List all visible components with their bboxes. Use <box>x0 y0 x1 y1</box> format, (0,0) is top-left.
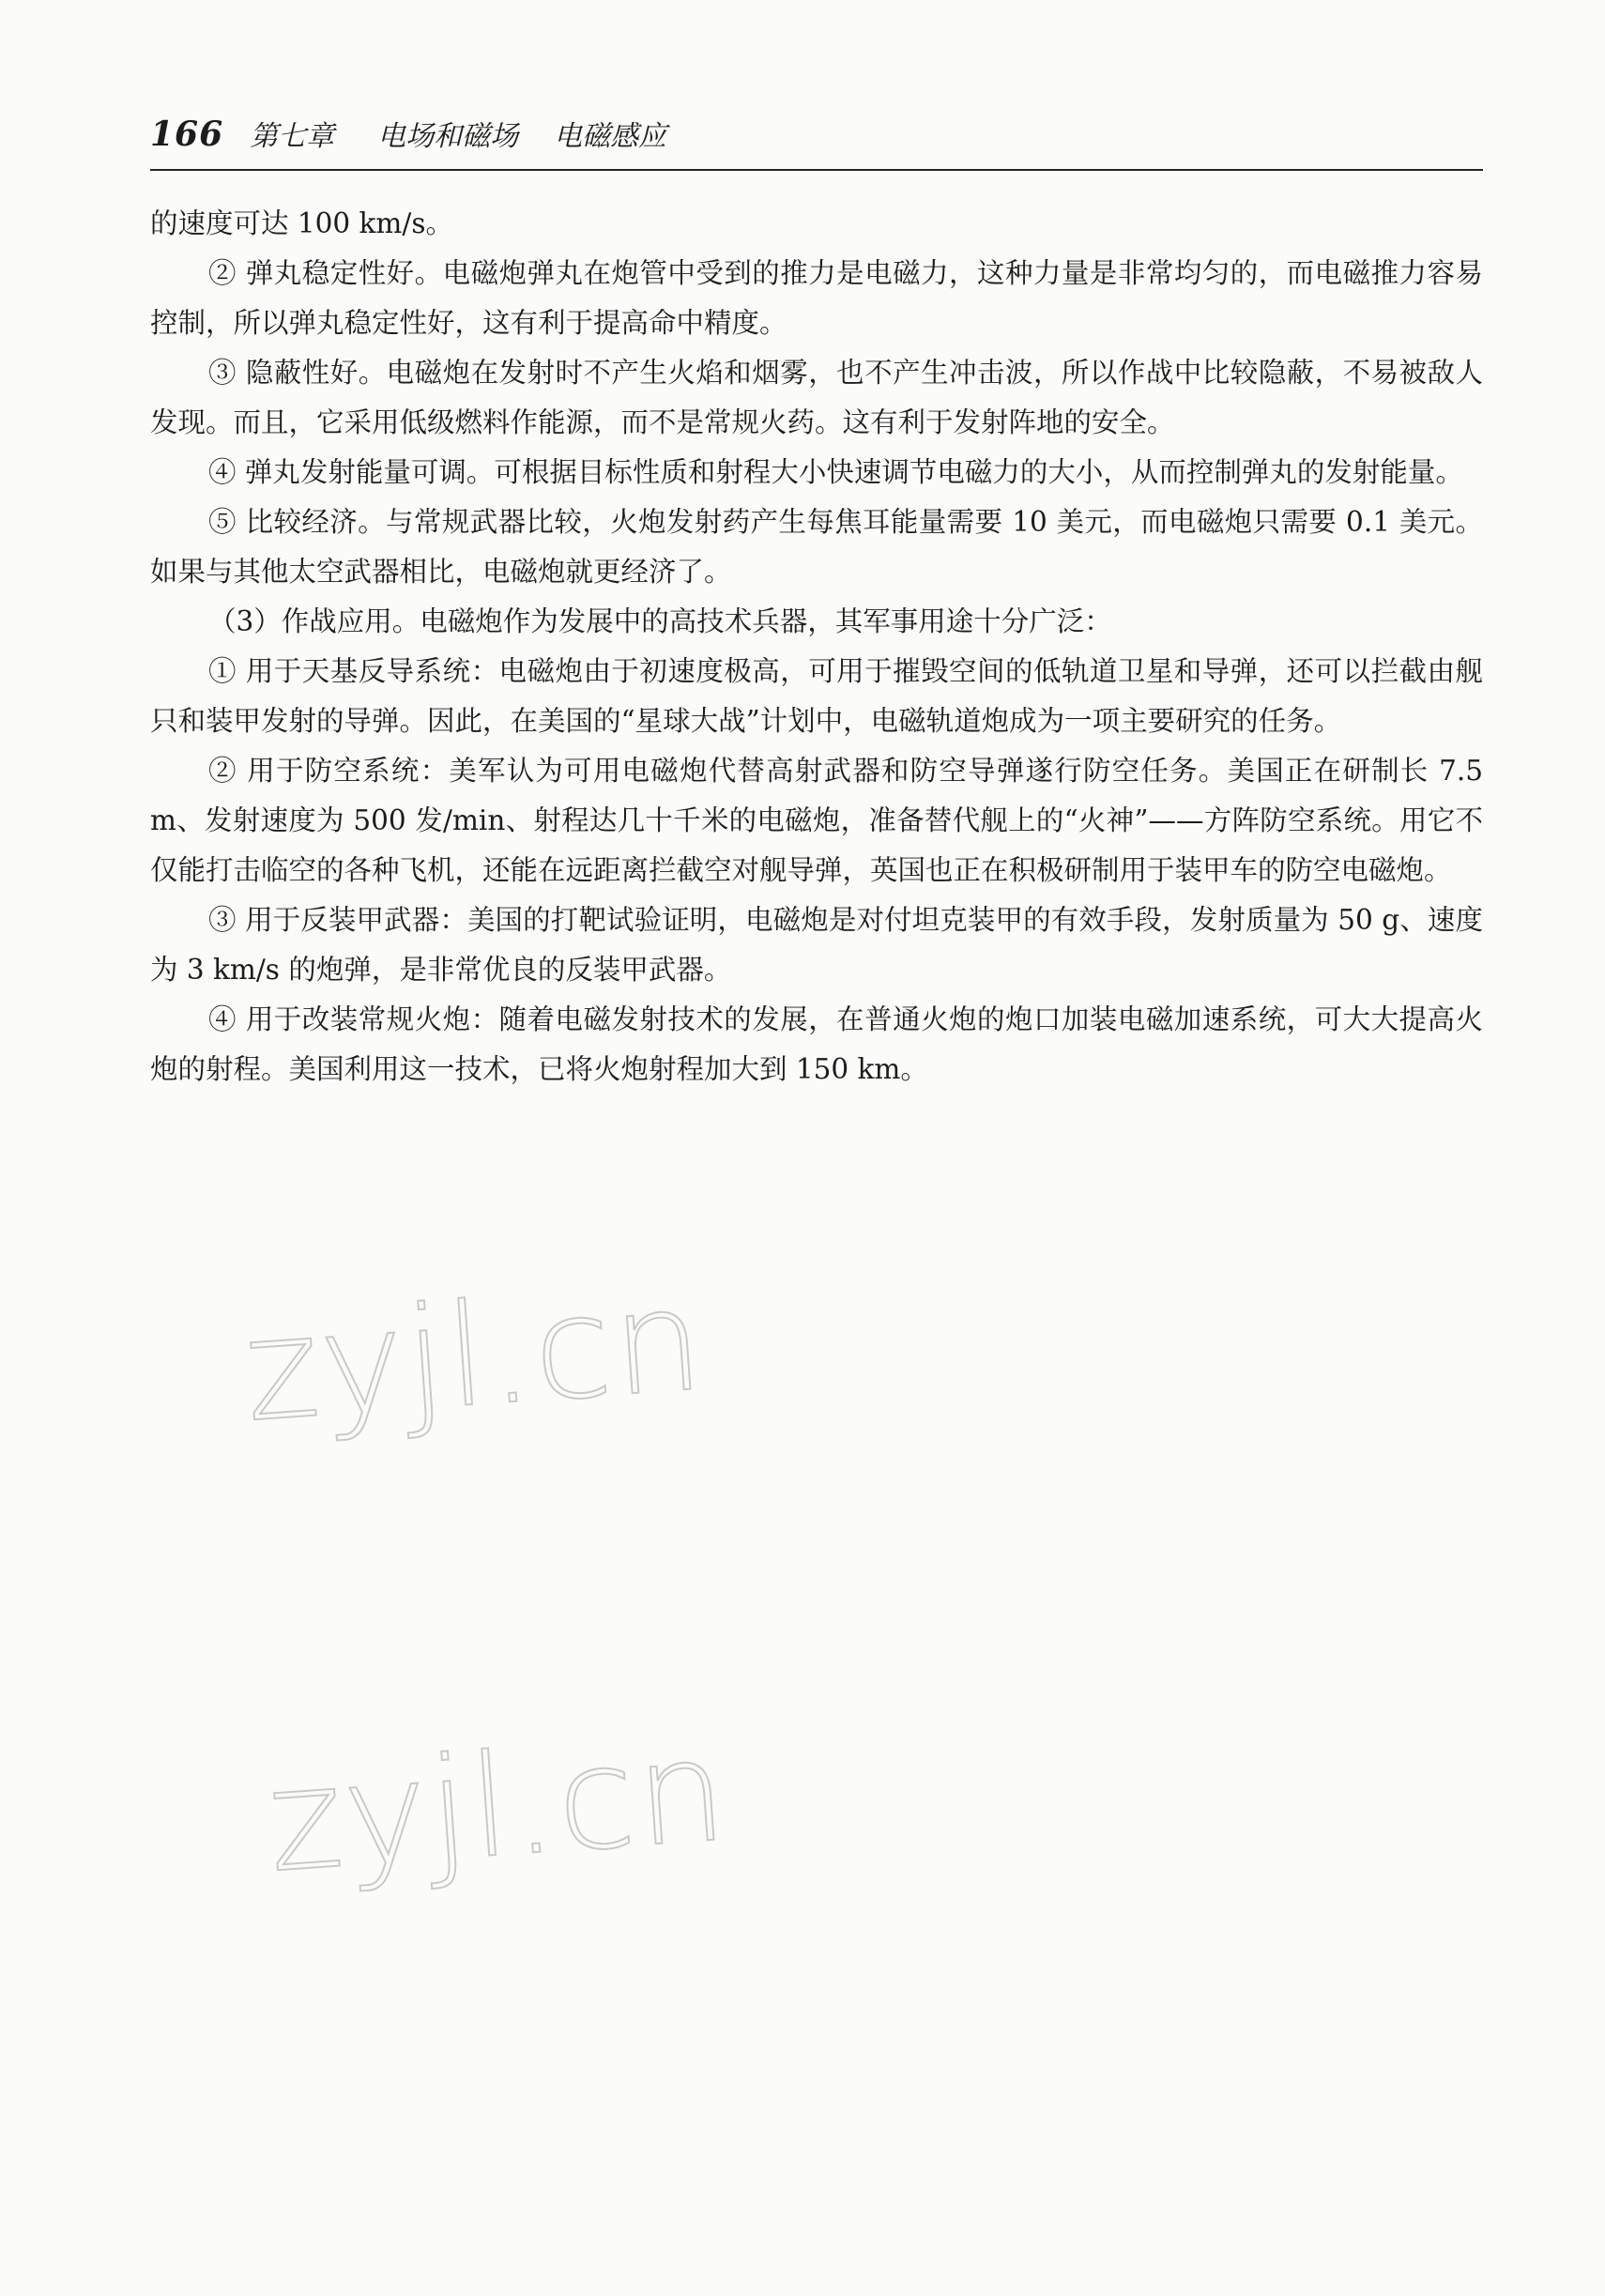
paragraph: （3）作战应用。电磁炮作为发展中的高技术兵器，其军事用途十分广泛： <box>208 605 1112 637</box>
body-text <box>150 199 1483 1094</box>
paragraph: ⑤ 比较经济。与常规武器比较，火炮发射药产生每焦耳能量需要 10 美元，而电磁炮只需要 0.1 美元。如果与其他太空武器相比，电磁炮就更经济了。 <box>150 506 1483 588</box>
paragraph: ② 弹丸稳定性好。电磁炮弹丸在炮管中受到的推力是电磁力，这种力量是非常均匀的，而电磁推力容易控制，所以弹丸稳定性好，这有利于提高命中精度。 <box>150 257 1483 339</box>
subsection-title: 电磁感应 <box>554 120 667 153</box>
page-number: 166 <box>150 115 224 154</box>
paragraph: ③ 隐蔽性好。电磁炮在发射时不产生火焰和烟雾，也不产生冲击波，所以作战中比较隐蔽，不易被敌人发现。而且，它采用低级燃料作能源，而不是常规火药。这有利于发射阵地的安全。 <box>150 357 1483 438</box>
paragraph: ① 用于天基反导系统：电磁炮由于初速度极高，可用于摧毁空间的低轨道卫星和导弹，还可以拦截由舰只和装甲发射的导弹。因此，在美国的“星球大战”计划中，电磁轨道炮成为一项主要研究的任务。 <box>150 655 1483 737</box>
paragraph: ③ 用于反装甲武器：美国的打靶试验证明，电磁炮是对付坦克装甲的有效手段，发射质量为 50 g、速度为 3 km/s 的炮弹，是非常优良的反装甲武器。 <box>150 904 1483 986</box>
watermark: zyjl.cn <box>239 1258 711 1454</box>
paragraph: 的速度可达 100 km/s。 <box>150 207 453 239</box>
watermark: zyjl.cn <box>263 1708 734 1905</box>
chapter-title: 第七章 <box>250 120 335 153</box>
paragraph: ④ 用于改装常规火炮：随着电磁发射技术的发展，在普通火炮的炮口加装电磁加速系统，可大大提高火炮的射程。美国利用这一技术，已将火炮射程加大到 150 km。 <box>150 1003 1483 1085</box>
paragraph: ④ 弹丸发射能量可调。可根据目标性质和射程大小快速调节电磁力的大小，从而控制弹丸的发射能量。 <box>208 456 1463 488</box>
section-title: 电场和磁场 <box>377 120 519 153</box>
paragraph: ② 用于防空系统：美军认为可用电磁炮代替高射武器和防空导弹遂行防空任务。美国正在研制长 7.5 m、发射速度为 500 发/min、射程达几十千米的电磁炮，准备替代舰上的“火神”——方阵防空系统。用它不仅能打击临空的各种飞机，还能在远距离拦截空对舰导弹，英国也正在积极研制用于装甲车的防空电磁炮。 <box>150 755 1483 886</box>
running-header <box>150 113 1483 165</box>
header-divider <box>150 169 1483 171</box>
